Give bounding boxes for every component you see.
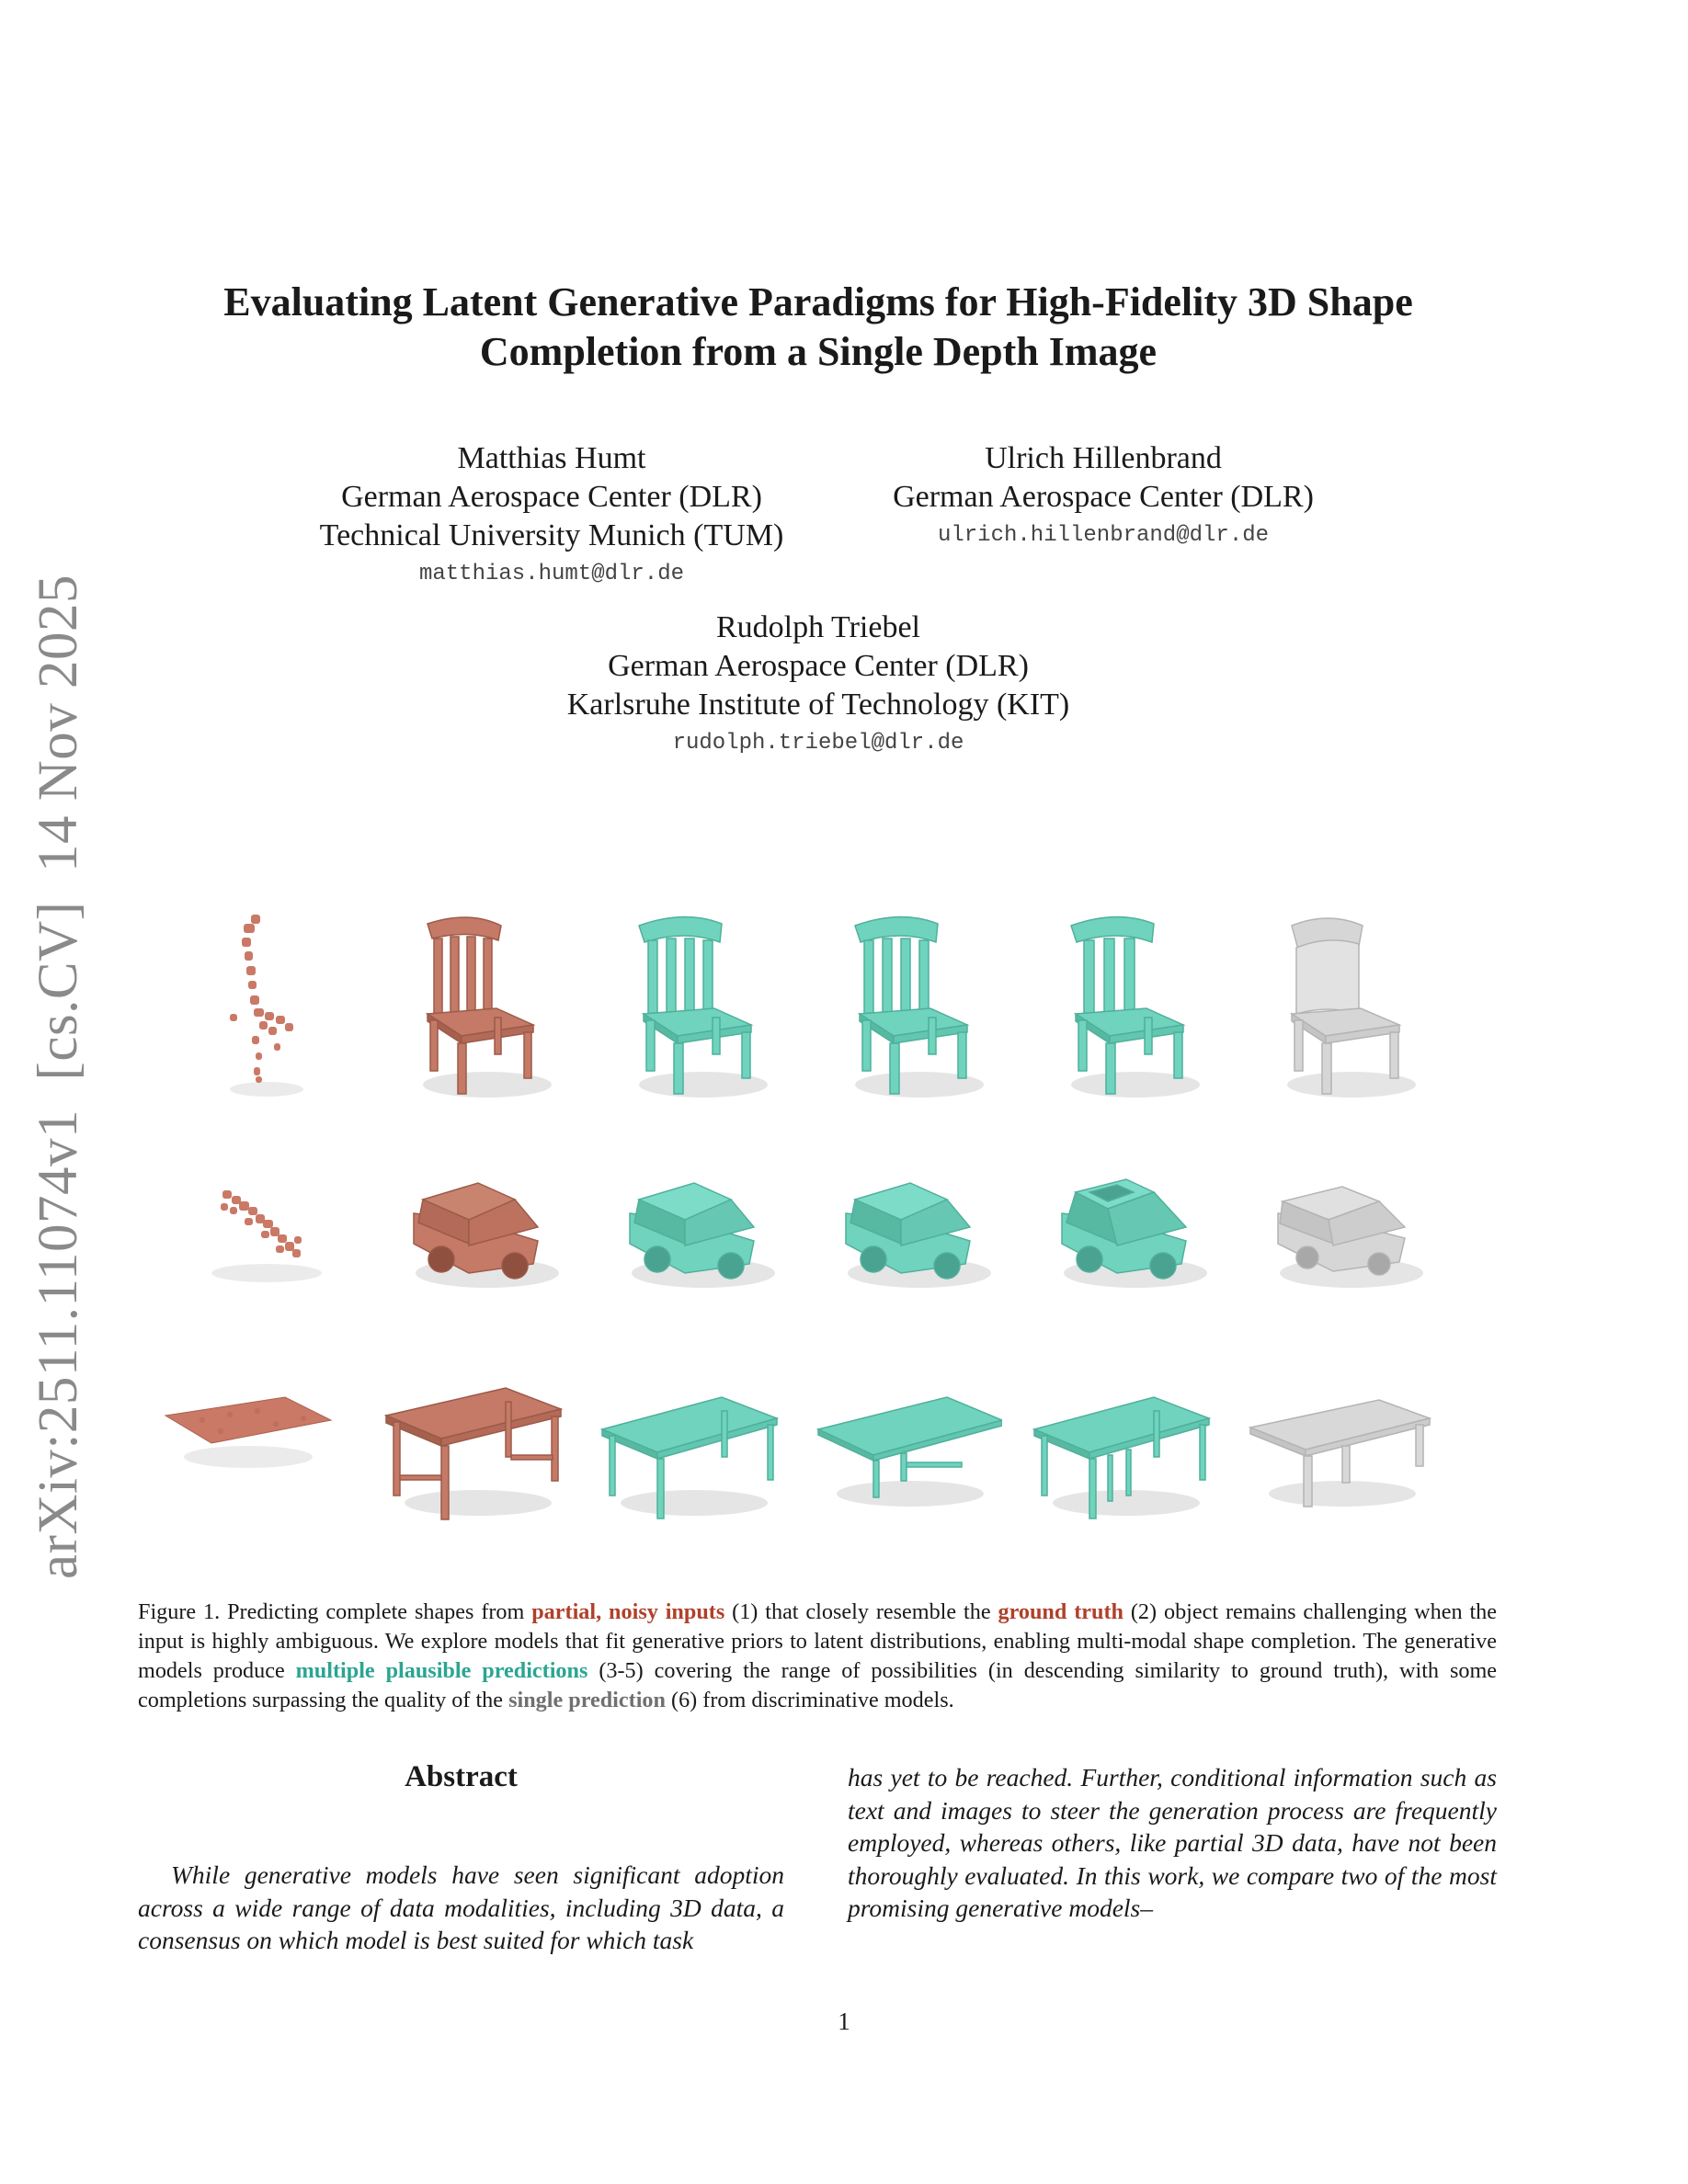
caption-text: (6) from discriminative models.: [665, 1688, 954, 1712]
author-affiliation: Technical University Munich (TUM): [319, 518, 784, 552]
caption-highlight-partial-inputs: partial, noisy inputs: [531, 1599, 725, 1624]
abstract-heading: Abstract: [405, 1760, 518, 1793]
car-generative-prediction-2: [809, 1135, 1011, 1337]
chair-discriminative-prediction: [1241, 905, 1443, 1108]
caption-highlight-multiple-predictions: multiple plausible predictions: [295, 1658, 588, 1683]
author-block-humt: [276, 439, 827, 590]
caption-text: (1) that closely resemble the: [724, 1599, 998, 1624]
abstract-paragraph: has yet to be reached. Further, conditional information such as text and images to steer the generation process are frequently employed, whereas others, like partial 3D data, have not been thoroughly evaluated. In this work, we compare two of the most promising generative models–: [848, 1763, 1497, 1922]
car-ground-truth: [377, 1135, 579, 1337]
author-name: Ulrich Hillenbrand: [985, 441, 1222, 475]
table-generative-prediction-3: [1016, 1347, 1218, 1549]
chair-generative-prediction-3: [1025, 905, 1227, 1108]
author-email[interactable]: matthias.humt@dlr.de: [418, 562, 685, 586]
author-email[interactable]: rudolph.triebel@dlr.de: [672, 731, 964, 756]
abstract-paragraph: While generative models have seen significant adoption across a wide range of data modalities, including 3D data, a consensus on which model is best suited for which task: [138, 1860, 784, 1954]
page-number: 1: [838, 2008, 850, 2035]
arxiv-side-stamp: arXiv:2511.11074v1 [cs.CV] 14 Nov 2025: [28, 574, 89, 1579]
caption-highlight-ground-truth: ground truth: [998, 1599, 1123, 1624]
caption-text: Figure 1. Predicting complete shapes from: [138, 1599, 532, 1624]
author-name: Matthias Humt: [457, 441, 646, 475]
author-affiliation: German Aerospace Center (DLR): [893, 480, 1314, 514]
car-generative-prediction-1: [593, 1135, 795, 1337]
car-discriminative-prediction: [1241, 1135, 1443, 1337]
figure-caption: [138, 1598, 1497, 1715]
author-affiliation: Karlsruhe Institute of Technology (KIT): [566, 688, 1070, 722]
author-block-triebel: [515, 609, 1122, 759]
caption-text: (2) object remains challenging when the input is highly ambiguous. We explore models that fit generative priors to latent distributions, enabling multi-modal shape completion. The generative models produce: [138, 1599, 1498, 1683]
author-affiliation: German Aerospace Center (DLR): [341, 480, 762, 514]
paper-title-line-1: Evaluating Latent Generative Paradigms for High-Fidelity 3D Shape: [223, 279, 1413, 324]
car-generative-prediction-3: [1025, 1135, 1227, 1337]
table-generative-prediction-1: [584, 1347, 786, 1549]
caption-highlight-single-prediction: single prediction: [508, 1688, 666, 1712]
table-discriminative-prediction: [1232, 1347, 1434, 1549]
chair-generative-prediction-2: [809, 905, 1011, 1108]
paper-title: [165, 278, 1471, 377]
chair-ground-truth: [377, 905, 579, 1108]
author-block-hillenbrand: [855, 439, 1352, 552]
figure-shape-grid: [147, 905, 1480, 1553]
table-generative-prediction-2: [800, 1347, 1002, 1549]
caption-text: (3-5) covering the range of possibilities (in descending similarity to ground truth), with some completions surpassing the quality of the: [138, 1658, 1497, 1712]
abstract-column-right: [848, 1761, 1497, 1925]
car-partial-input: [156, 1135, 359, 1337]
author-name: Rudolph Triebel: [716, 610, 920, 644]
paper-title-line-2: Completion from a Single Depth Image: [479, 329, 1158, 374]
chair-generative-prediction-1: [593, 905, 795, 1108]
abstract-column-left: [138, 1859, 784, 1957]
author-email[interactable]: ulrich.hillenbrand@dlr.de: [937, 523, 1270, 548]
table-partial-input: [147, 1347, 349, 1549]
author-affiliation: German Aerospace Center (DLR): [608, 649, 1029, 683]
table-ground-truth: [368, 1347, 570, 1549]
chair-partial-input: [156, 905, 359, 1108]
